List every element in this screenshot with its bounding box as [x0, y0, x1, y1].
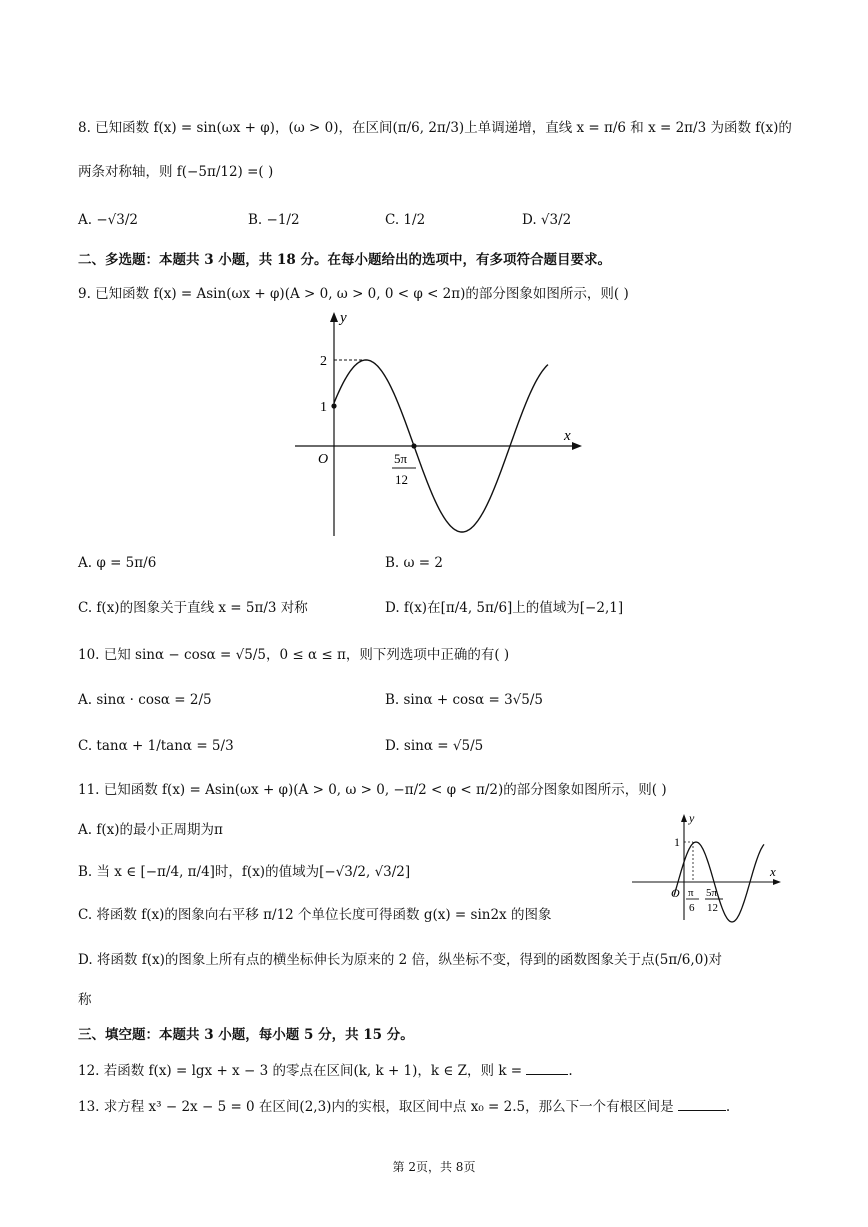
- q10-option-a: A. sinα · cosα = 2/5: [78, 692, 212, 708]
- page-footer: 第 2页，共 8页: [392, 1160, 476, 1174]
- q9-option-a: A. φ = 5π/6: [78, 555, 157, 571]
- q11-graph: [628, 812, 788, 927]
- q11-option-d-line2: 称: [78, 992, 92, 1008]
- q11-option-c: C. 将函数 f(x)的图象向右平移 π/12 个单位长度可得函数 g(x) = sin2x 的图象: [78, 907, 552, 923]
- q13-answer-blank[interactable]: [678, 1096, 726, 1111]
- q13-stem: [78, 1096, 730, 1117]
- q8-option-b: B. −1/2: [248, 212, 300, 228]
- q11-stem: 11. 已知函数 f(x) = Asin(ωx + φ)(A > 0, ω > 0, −π/2 < φ < π/2)的部分图象如图所示，则( ): [78, 782, 667, 798]
- q11-tick-b-num: 5π: [706, 887, 718, 899]
- q11-option-a: A. f(x)的最小正周期为π: [78, 822, 223, 838]
- q9-x-axis-arrow: [572, 442, 582, 450]
- q9-y-axis-arrow: [330, 312, 338, 322]
- q9-x-label: x: [564, 428, 571, 444]
- q9-origin-label: O: [318, 452, 329, 467]
- q9-option-d: D. f(x)在[π/4, 5π/6]上的值域为[−2,1]: [385, 600, 624, 616]
- q11-tick-1: 1: [674, 835, 680, 849]
- section-3-heading: 三、填空题：本题共 3 小题，每小题 5 分，共 15 分。: [78, 1027, 414, 1043]
- q11-x-axis-arrow: [773, 879, 781, 885]
- q10-option-b: B. sinα + cosα = 3√5/5: [385, 692, 543, 708]
- q11-option-b: B. 当 x ∈ [−π/4, π/4]时，f(x)的值域为[−√3/2, √3/2]: [78, 864, 411, 880]
- q8-stem-line2: 两条对称轴，则 f(−5π/12) =( ): [78, 164, 274, 180]
- q9-tick-1: 1: [320, 400, 327, 415]
- q11-option-d-line1: D. 将函数 f(x)的图象上所有点的横坐标伸长为原来的 2 倍，纵坐标不变，得到的函数图象关于点(5π/6,0)对: [78, 952, 723, 968]
- q9-point-zero: [411, 443, 416, 448]
- q10-stem: 10. 已知 sinα − cosα = √5/5，0 ≤ α ≤ π，则下列选项中正确的有( ): [78, 647, 510, 663]
- q9-tick-x-num: 5π: [394, 451, 408, 466]
- q12-text: 12. 若函数 f(x) = lgx + x − 3 的零点在区间(k, k + 1)，k ∈ Z，则 k =: [78, 1063, 523, 1079]
- q9-y-label: y: [340, 310, 347, 326]
- q11-y-label: y: [689, 812, 695, 825]
- q9-tick-2: 2: [320, 354, 327, 369]
- q13-period: .: [725, 1099, 731, 1115]
- q12-stem: [78, 1060, 573, 1081]
- q9-point-y-intercept: [331, 403, 336, 408]
- q11-x-label: x: [770, 864, 776, 879]
- q10-option-d: D. sinα = √5/5: [385, 738, 484, 754]
- q11-tick-a-num: π: [688, 887, 694, 899]
- q11-y-axis-arrow: [681, 814, 687, 822]
- q8-option-a: A. −√3/2: [78, 212, 138, 228]
- q12-answer-blank[interactable]: [526, 1060, 568, 1075]
- q11-tick-b-den: 12: [707, 902, 718, 914]
- q8-stem-line1: 8. 已知函数 f(x) = sin(ωx + φ)，(ω > 0)，在区间(π/6, 2π/3)上单调递增，直线 x = π/6 和 x = 2π/3 为函数 f(x)的: [78, 120, 792, 136]
- q8-option-d: D. √3/2: [522, 212, 572, 228]
- q9-stem: 9. 已知函数 f(x) = Asin(ωx + φ)(A > 0, ω > 0, 0 < φ < 2π)的部分图象如图所示，则( ): [78, 286, 629, 302]
- q9-option-c: C. f(x)的图象关于直线 x = 5π/3 对称: [78, 600, 308, 616]
- q9-graph: [290, 308, 590, 538]
- q9-tick-x-den: 12: [395, 472, 408, 487]
- q8-option-c: C. 1/2: [385, 212, 426, 228]
- q10-option-c: C. tanα + 1/tanα = 5/3: [78, 738, 234, 754]
- q9-option-b: B. ω = 2: [385, 555, 443, 571]
- q13-text: 13. 求方程 x³ − 2x − 5 = 0 在区间(2,3)内的实根，取区间中点 x₀ = 2.5，那么下一个有根区间是: [78, 1099, 674, 1115]
- q11-tick-a-den: 6: [689, 902, 695, 914]
- q11-origin-label: O: [671, 886, 680, 900]
- q12-period: .: [568, 1063, 573, 1079]
- section-2-heading: 二、多选题：本题共 3 小题，共 18 分。在每小题给出的选项中，有多项符合题目要求。: [78, 252, 611, 268]
